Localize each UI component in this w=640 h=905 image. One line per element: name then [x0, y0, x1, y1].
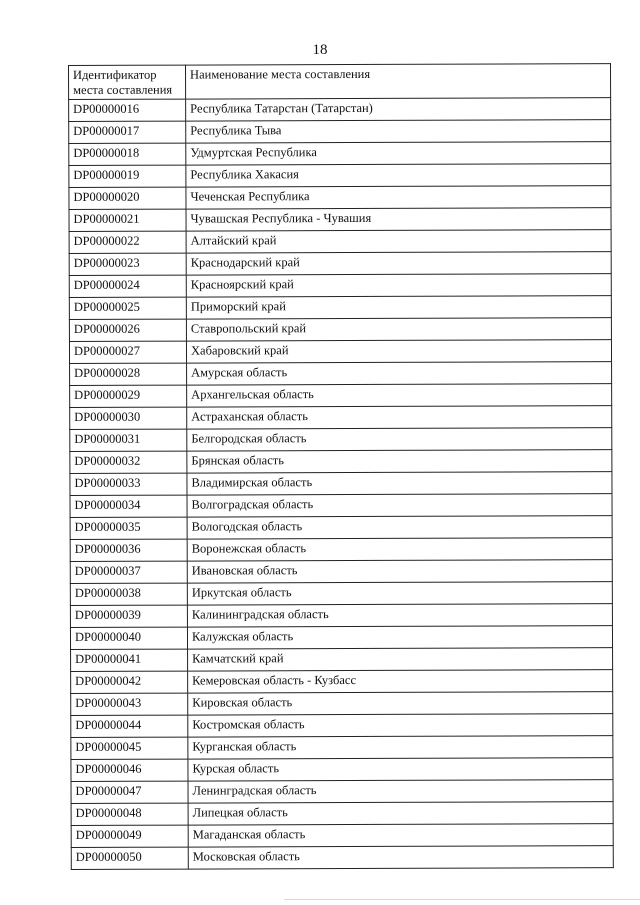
- place-name-cell: Чувашская Республика - Чувашия: [186, 208, 611, 231]
- place-name-cell: Курганская область: [188, 736, 613, 759]
- place-id-cell: DP00000026: [69, 319, 186, 341]
- place-id-cell: DP00000033: [70, 473, 187, 495]
- place-name-cell: Иркутская область: [187, 582, 612, 605]
- place-id-cell: DP00000017: [69, 121, 186, 143]
- table-row: [69, 230, 611, 254]
- place-name-cell: Алтайский край: [186, 230, 611, 253]
- table-header-row: [69, 64, 611, 100]
- table-row: [70, 582, 612, 606]
- table-row: [71, 692, 613, 716]
- place-name-cell: Приморский край: [186, 296, 611, 319]
- place-id-cell: DP00000016: [69, 99, 186, 121]
- table-row: [71, 802, 613, 826]
- place-name-cell: Архангельская область: [187, 384, 612, 407]
- place-id-cell: DP00000046: [71, 759, 188, 781]
- table-row: [71, 670, 613, 694]
- scan-edge-line: [284, 899, 640, 900]
- table-row: [69, 186, 611, 210]
- page-number: 18: [312, 42, 328, 58]
- place-id-cell: DP00000045: [71, 737, 188, 759]
- place-id-cell: DP00000041: [71, 649, 188, 671]
- table-row: [71, 780, 613, 804]
- place-id-cell: DP00000050: [71, 847, 188, 869]
- place-id-cell: DP00000024: [69, 275, 186, 297]
- table-row: [70, 626, 612, 650]
- place-name-cell: Ивановская область: [187, 560, 612, 583]
- place-id-cell: DP00000036: [70, 539, 187, 561]
- header-id-cell: Идентификатор места составления: [69, 65, 186, 99]
- place-id-cell: DP00000034: [70, 495, 187, 517]
- table-row: [70, 560, 612, 584]
- place-name-cell: Ставропольский край: [186, 318, 611, 341]
- place-name-cell: Красноярский край: [186, 274, 611, 297]
- place-id-cell: DP00000027: [69, 341, 186, 363]
- place-id-cell: DP00000044: [71, 715, 188, 737]
- place-id-cell: DP00000020: [69, 187, 186, 209]
- table-row: [69, 120, 611, 144]
- place-id-cell: DP00000021: [69, 209, 186, 231]
- place-name-cell: Камчатский край: [188, 648, 613, 671]
- place-name-cell: Калужская область: [187, 626, 612, 649]
- place-name-cell: Костромская область: [188, 714, 613, 737]
- places-table: [68, 63, 614, 870]
- place-name-cell: Брянская область: [187, 450, 612, 473]
- table-row: [70, 428, 612, 452]
- place-name-cell: Республика Хакасия: [186, 164, 611, 187]
- place-name-cell: Амурская область: [187, 362, 612, 385]
- table-row: [69, 142, 611, 166]
- place-name-cell: Краснодарский край: [186, 252, 611, 275]
- place-name-cell: Республика Тыва: [186, 120, 611, 143]
- table-row: [70, 362, 612, 386]
- table-row: [71, 758, 613, 782]
- table-row: [70, 604, 612, 628]
- place-id-cell: DP00000031: [70, 429, 187, 451]
- table-row: [69, 98, 611, 122]
- place-name-cell: Республика Татарстан (Татарстан): [186, 98, 611, 121]
- place-name-cell: Московская область: [188, 846, 613, 869]
- place-name-cell: Ленинградская область: [188, 780, 613, 803]
- place-name-cell: Магаданская область: [188, 824, 613, 847]
- place-id-cell: DP00000042: [71, 671, 188, 693]
- place-name-cell: Владимирская область: [187, 472, 612, 495]
- place-id-cell: DP00000025: [69, 297, 186, 319]
- place-id-cell: DP00000039: [70, 605, 187, 627]
- table-row: [71, 846, 613, 870]
- place-id-cell: DP00000018: [69, 143, 186, 165]
- table-row: [71, 714, 613, 738]
- place-name-cell: Липецкая область: [188, 802, 613, 825]
- place-id-cell: DP00000028: [70, 363, 187, 385]
- place-name-cell: Кировская область: [188, 692, 613, 715]
- place-id-cell: DP00000043: [71, 693, 188, 715]
- table-row: [70, 472, 612, 496]
- place-id-cell: DP00000047: [71, 781, 188, 803]
- table-row: [69, 296, 611, 320]
- place-id-cell: DP00000019: [69, 165, 186, 187]
- table-row: [70, 406, 612, 430]
- table-row: [71, 824, 613, 848]
- table-row: [69, 208, 611, 232]
- table-row: [69, 340, 611, 364]
- place-id-cell: DP00000035: [70, 517, 187, 539]
- place-name-cell: Вологодская область: [187, 516, 612, 539]
- table-row: [70, 450, 612, 474]
- place-id-cell: DP00000029: [70, 385, 187, 407]
- place-name-cell: Удмуртская Республика: [186, 142, 611, 165]
- place-name-cell: Калининградская область: [187, 604, 612, 627]
- place-id-cell: DP00000048: [71, 803, 188, 825]
- table-row: [70, 494, 612, 518]
- table-body: [69, 98, 614, 870]
- place-name-cell: Хабаровский край: [186, 340, 611, 363]
- place-id-cell: DP00000030: [70, 407, 187, 429]
- table-row: [69, 318, 611, 342]
- table-row: [69, 164, 611, 188]
- header-name-cell: Наименование места составления: [186, 64, 611, 99]
- place-id-cell: DP00000023: [69, 253, 186, 275]
- table-row: [71, 648, 613, 672]
- place-name-cell: Белгородская область: [187, 428, 612, 451]
- place-id-cell: DP00000049: [71, 825, 188, 847]
- place-id-cell: DP00000038: [70, 583, 187, 605]
- table-row: [70, 516, 612, 540]
- place-id-cell: DP00000032: [70, 451, 187, 473]
- table-row: [69, 274, 611, 298]
- place-name-cell: Чеченская Республика: [186, 186, 611, 209]
- place-id-cell: DP00000040: [70, 627, 187, 649]
- place-name-cell: Астраханская область: [187, 406, 612, 429]
- table-row: [70, 538, 612, 562]
- table-row: [70, 384, 612, 408]
- place-name-cell: Воронежская область: [187, 538, 612, 561]
- place-name-cell: Волгоградская область: [187, 494, 612, 517]
- table-row: [71, 736, 613, 760]
- place-id-cell: DP00000022: [69, 231, 186, 253]
- place-id-cell: DP00000037: [70, 561, 187, 583]
- place-name-cell: Кемеровская область - Кузбасс: [188, 670, 613, 693]
- table-row: [69, 252, 611, 276]
- place-name-cell: Курская область: [188, 758, 613, 781]
